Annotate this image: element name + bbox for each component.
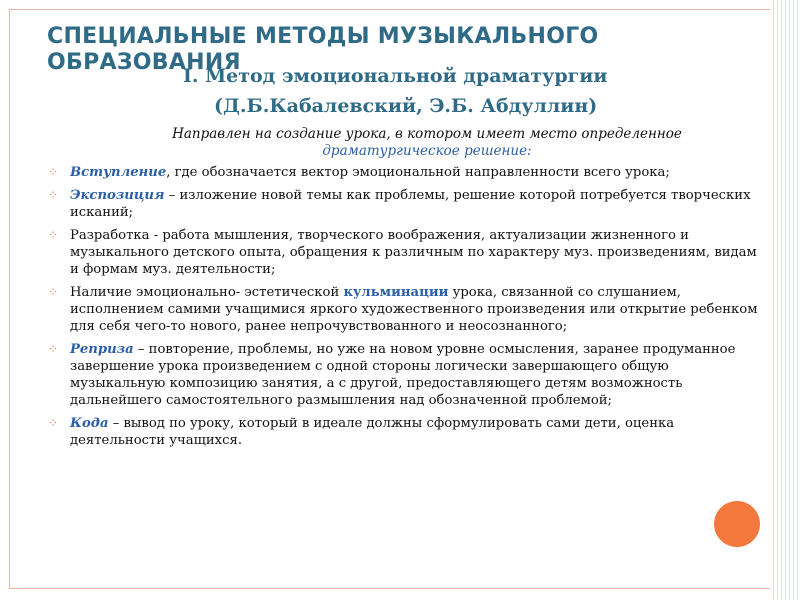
item-text: – вывод по уроку, который в идеале должны сформулировать сами дети, оценка деятельности учащихся.	[70, 416, 675, 448]
method-stages-list	[48, 164, 758, 455]
item-text: – повторение, проблемы, но уже на новом уровне осмысления, заранее продуманное завершение урока произведением с одной стороны логически завершающего общую музыкальную композицию занятия, а с другой, предоставляющего детям возможность дальнейшего самостоятельного размышления над обозначенной проблемой;	[70, 342, 736, 408]
list-item-reprise	[48, 341, 758, 409]
bullet-icon: ⁘	[48, 285, 59, 299]
item-text: – изложение новой темы как проблемы, решение которой потребуется творческих исканий;	[70, 188, 751, 220]
list-item-coda	[48, 415, 758, 449]
list-item-development	[48, 227, 758, 278]
list-item-exposition	[48, 187, 758, 221]
slide-title: СПЕЦИАЛЬНЫЕ МЕТОДЫ МУЗЫКАЛЬНОГО ОБРАЗОВАНИЯ	[47, 24, 599, 75]
intro-text: Направлен на создание урока, в котором имеет место определенное	[172, 126, 682, 142]
list-item-intro	[48, 164, 758, 181]
term: Кода	[70, 416, 109, 431]
term: Реприза	[70, 342, 134, 357]
bullet-icon: ⁘	[48, 188, 59, 202]
item-pre-text: Наличие эмоционально- эстетической	[70, 285, 344, 300]
item-text: урока, связанной со слушанием, исполнением самими учащимися яркого художественного произведения или открытие ребенком для себя чего-то нового, ранее непрочувствованного и неосознанного;	[70, 285, 758, 334]
bullet-icon: ⁘	[48, 416, 59, 430]
method-title: I. Метод эмоциональной драматургии	[183, 65, 608, 87]
intro-highlight: драматургическое решение:	[322, 143, 532, 159]
method-authors: (Д.Б.Кабалевский, Э.Б. Абдуллин)	[214, 95, 598, 117]
item-text: , где обозначается вектор эмоциональной направленности всего урока;	[166, 165, 670, 180]
list-item-climax	[48, 284, 758, 335]
intro-paragraph	[102, 126, 752, 160]
decorative-circle	[714, 501, 760, 547]
term: Экспозиция	[70, 188, 165, 203]
bullet-icon: ⁘	[48, 342, 59, 356]
term: Вступление	[70, 165, 167, 180]
term: кульминации	[343, 285, 449, 300]
item-text: Разработка - работа мышления, творческого воображения, актуализации жизненного и музыкального детского опыта, обращения к различным по характеру муз. произведениям, видам и формам муз. деятельности;	[70, 228, 757, 277]
bullet-icon: ⁘	[48, 228, 59, 242]
bullet-icon: ⁘	[48, 165, 59, 179]
decorative-stripe	[770, 0, 800, 600]
